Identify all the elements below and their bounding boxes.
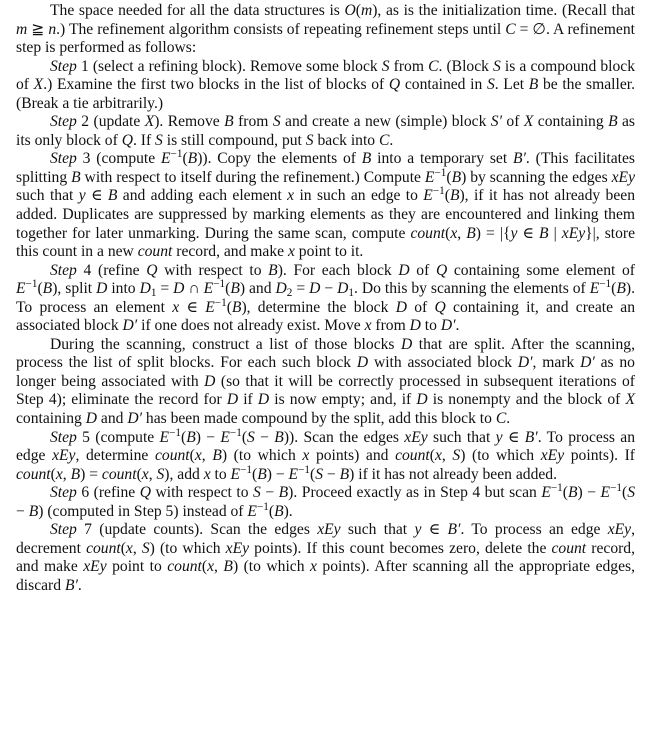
paragraph-step-1: Step 1 (select a refining block). Remove some block S from C. (Block S is a compound block of X.) Examine the first two blocks in the list of blocks of Q contained in S. Let B be the smaller. (Break a tie arbitrarily.) bbox=[16, 57, 636, 112]
document-page bbox=[16, 2, 635, 596]
paragraph-step-3: Step 3 (compute $E^{-1}(B)$). Copy the elements of B into a temporary set B′. (This facilitates splitting B with respect to itself during the refinement.) Compute $E^{-1}(B)$ by scanning the edges xEy such that y ∈ B and adding each element x in such an edge to $E^{-1}(B)$, if it has not already been added. Duplicates are suppressed by marking elements as they are encountered and linking them together for later unmarking. During the same scan, compute count(x, B) = |{y ∈ B | xEy}|, store this count in a new count record, and make x point to it. bbox=[16, 148, 636, 261]
paragraph-step-2: Step 2 (update X). Remove B from S and create a new (simple) block S′ of X containing B as its only block of Q. If S is still compound, put S back into C. bbox=[16, 113, 636, 149]
paragraph-step-6: Step 6 (refine Q with respect to S − B). Proceed exactly as in Step 4 but scan $E^{-1}(B) - E^{-1}(S - B)$ (computed in Step 5) instead of $E^{-1}(B)$. bbox=[16, 482, 635, 520]
paragraph-step-7: Step 7 (update counts). Scan the edges xEy such that y ∈ B′. To process an edge xEy, decrement count(x, S) (to which xEy points). If this count becomes zero, delete the count record, and make xEy point to count(x, B) (to which x points). After scanning all the appropriate edges, discard B′. bbox=[16, 521, 636, 594]
paragraph-step-4-continued: During the scanning, construct a list of those blocks D that are split. After the scanning, process the list of split blocks. For each such block D with associated block D′, mark D′ as no longer being associated with D (so that it will be correctly processed in subsequent iterations of Step 4); eliminate the record for D if D is now empty; and, if D is nonempty and the block of X containing D and D′ has been made compound by the split, add this block to C. bbox=[16, 335, 635, 428]
paragraph-intro: The space needed for all the data structures is O(m), as is the initialization time. (Recall that m ≧ n.) The refinement algorithm consists of repeating refinement steps until C = ∅. A refinement step is performed as follows: bbox=[16, 2, 635, 57]
paragraph-step-4: Step 4 (refine Q with respect to B). For each block D of Q containing some element of $E^{-1}(B)$, split D into $D_1 = D$ ∩ $E^{-1}(B)$ and $D_2 = D - D_1$. Do this by scanning the elements of $E^{-1}(B)$. To process an element x ∈ $E^{-1}(B)$, determine the block D of Q containing it, and create an associated block D′ if one does not already exist. Move x from D to D′. bbox=[16, 261, 636, 335]
paragraph-step-5: Step 5 (compute $E^{-1}(B) - E^{-1}(S - B)$). Scan the edges xEy such that y ∈ B′. To process an edge xEy, determine count(x, B) (to which x points) and count(x, S) (to which xEy points). If count(x, B) = count(x, S), add x to $E^{-1}(B) - E^{-1}(S - B)$ if it has not already been added. bbox=[16, 426, 636, 483]
